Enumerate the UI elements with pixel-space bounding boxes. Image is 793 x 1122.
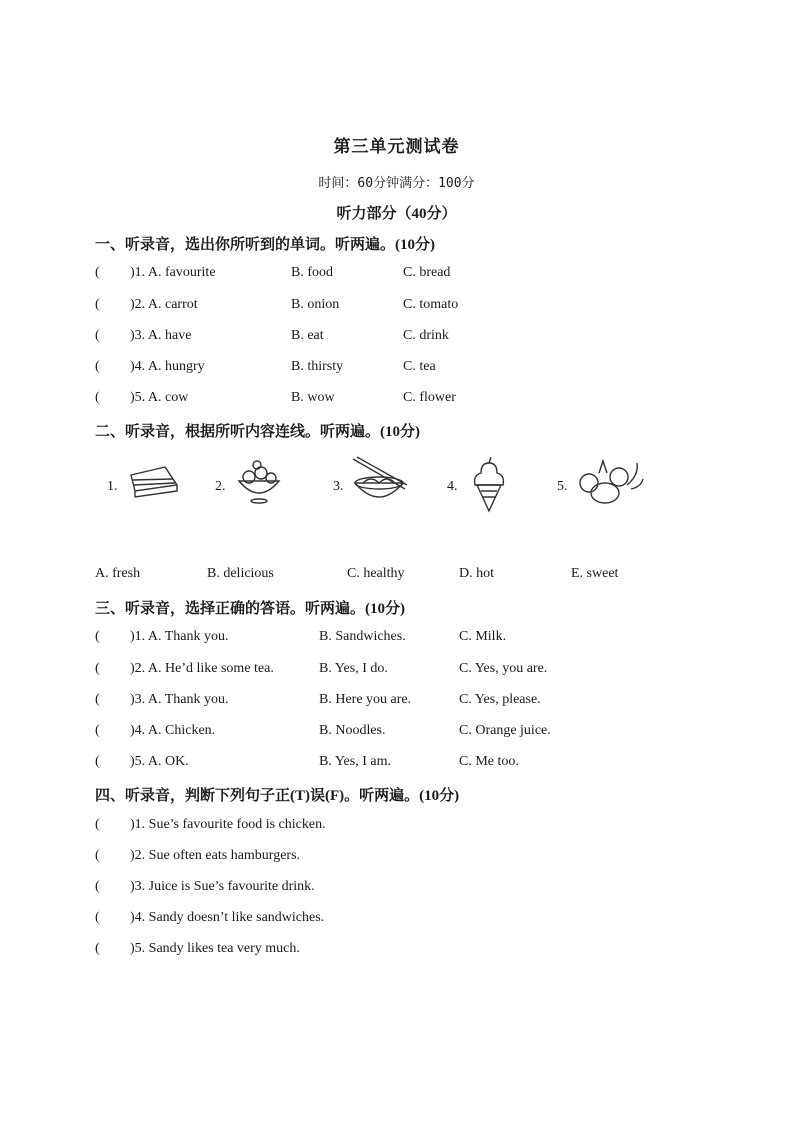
option-b: B. thirsty (291, 359, 344, 374)
option-a: )1. A. favourite (130, 265, 216, 280)
option-b: B. onion (291, 297, 340, 312)
picture-row (95, 455, 695, 520)
option-b: B. food (291, 265, 333, 280)
answer-paren[interactable]: ( (95, 879, 100, 894)
answer-paren[interactable]: ( (95, 328, 100, 343)
option-a: )5. A. OK. (130, 754, 189, 769)
answer-paren[interactable]: ( (95, 817, 100, 832)
answer-paren[interactable]: ( (95, 692, 100, 707)
part-heading: 听力部分（40分） (336, 206, 457, 222)
answer-paren[interactable]: ( (95, 848, 100, 863)
statement-text: )1. Sue’s favourite food is chicken. (130, 817, 326, 832)
match-option: A. fresh (95, 566, 141, 581)
option-a: )1. A. Thank you. (130, 629, 229, 644)
section-1-heading: 一、听录音，选出你所听到的单词。听两遍。(10分) (95, 237, 435, 253)
vegetables-icon (573, 455, 645, 507)
option-b: B. Sandwiches. (319, 629, 406, 644)
option-c: C. flower (403, 390, 456, 405)
option-a: )3. A. have (130, 328, 192, 343)
option-c: C. Milk. (459, 629, 507, 644)
picture-number: 5. (557, 479, 568, 494)
picture-number: 2. (215, 479, 226, 494)
time-score-info: 时间：60分钟满分：100分 (318, 176, 475, 191)
statement-text: )5. Sandy likes tea very much. (130, 941, 300, 956)
picture-number: 1. (107, 479, 118, 494)
match-option: B. delicious (207, 566, 274, 581)
option-a: )5. A. cow (130, 390, 189, 405)
answer-paren[interactable]: ( (95, 629, 100, 644)
option-b: B. Here you are. (319, 692, 412, 707)
option-a: )4. A. Chicken. (130, 723, 216, 738)
option-a: )3. A. Thank you. (130, 692, 229, 707)
match-option: D. hot (459, 566, 494, 581)
fruit-bowl-icon (231, 455, 287, 505)
picture-number: 4. (447, 479, 458, 494)
option-a: )4. A. hungry (130, 359, 205, 374)
answer-paren[interactable]: ( (95, 723, 100, 738)
answer-paren[interactable]: ( (95, 910, 100, 925)
option-c: C. tea (403, 359, 436, 374)
option-a: )2. A. He’d like some tea. (130, 661, 274, 676)
option-c: C. Me too. (459, 754, 519, 769)
option-c: C. drink (403, 328, 449, 343)
section-4-heading: 四、听录音，判断下列句子正(T)误(F)。听两遍。(10分) (95, 788, 460, 804)
option-c: C. Yes, you are. (459, 661, 548, 676)
ice-cream-icon (467, 455, 511, 515)
answer-paren[interactable]: ( (95, 297, 100, 312)
picture-number: 3. (333, 479, 344, 494)
option-c: C. bread (403, 265, 451, 280)
option-b: B. Yes, I do. (319, 661, 388, 676)
answer-paren[interactable]: ( (95, 754, 100, 769)
match-option: C. healthy (347, 566, 405, 581)
noodle-bowl-icon (349, 455, 409, 507)
match-option: E. sweet (571, 566, 619, 581)
answer-paren[interactable]: ( (95, 661, 100, 676)
statement-text: )3. Juice is Sue’s favourite drink. (130, 879, 315, 894)
option-c: C. Orange juice. (459, 723, 551, 738)
statement-text: )4. Sandy doesn’t like sandwiches. (130, 910, 325, 925)
sandwich-icon (125, 455, 181, 505)
statement-text: )2. Sue often eats hamburgers. (130, 848, 301, 863)
section-3-heading: 三、听录音，选择正确的答语。听两遍。(10分) (95, 601, 405, 617)
answer-paren[interactable]: ( (95, 265, 100, 280)
option-b: B. eat (291, 328, 324, 343)
option-c: C. tomato (403, 297, 459, 312)
answer-paren[interactable]: ( (95, 359, 100, 374)
option-b: B. Noodles. (319, 723, 386, 738)
answer-paren[interactable]: ( (95, 941, 100, 956)
answer-paren[interactable]: ( (95, 390, 100, 405)
section-2-heading: 二、听录音，根据所听内容连线。听两遍。(10分) (95, 424, 420, 440)
option-c: C. Yes, please. (459, 692, 541, 707)
option-b: B. wow (291, 390, 335, 405)
option-a: )2. A. carrot (130, 297, 198, 312)
option-b: B. Yes, I am. (319, 754, 391, 769)
page-title: 第三单元测试卷 (333, 137, 460, 156)
